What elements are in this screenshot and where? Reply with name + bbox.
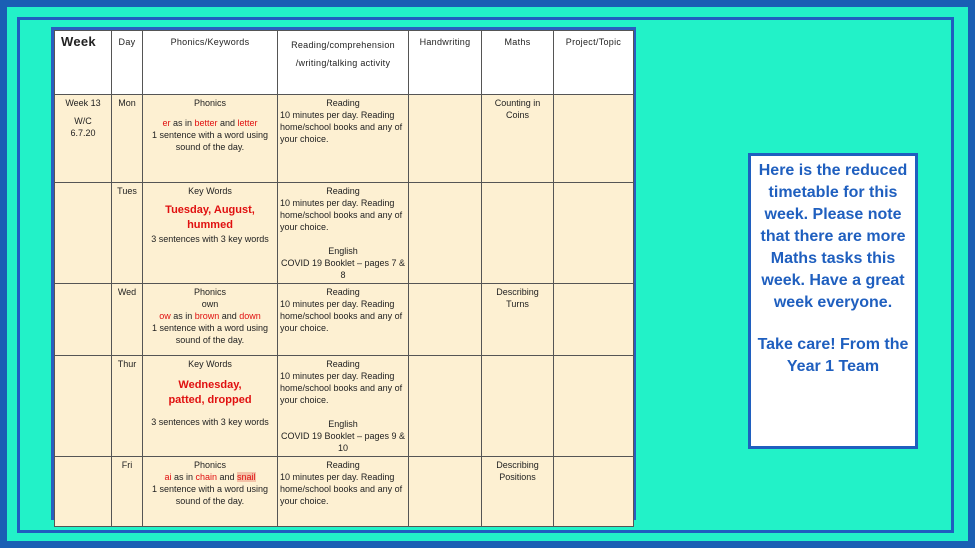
day-cell: Mon — [112, 95, 143, 183]
key-words: Tuesday, August, hummed — [165, 204, 255, 231]
header-project: Project/Topic — [554, 31, 634, 95]
phonics-cell — [143, 284, 278, 356]
table-row — [55, 95, 634, 183]
phonics-cell — [143, 183, 278, 284]
header-maths: Maths — [482, 31, 554, 95]
phonics-sound-line — [145, 471, 275, 483]
phonics-task: 1 sentence with a word using sound of the day. — [151, 323, 269, 345]
and: and — [217, 118, 238, 128]
week-cell — [55, 356, 112, 457]
phonics-cell — [143, 457, 278, 527]
sound: ai — [164, 472, 172, 482]
table-row — [55, 356, 634, 457]
reading-cell — [278, 356, 409, 457]
handwriting-cell — [409, 284, 482, 356]
day-cell: Fri — [112, 457, 143, 527]
maths-cell: Describing Positions — [482, 457, 554, 527]
maths-cell: Counting in Coins — [482, 95, 554, 183]
day-cell: Tues — [112, 183, 143, 284]
reading-title: Reading — [326, 98, 360, 108]
project-cell — [554, 284, 634, 356]
header-row — [55, 31, 634, 95]
project-cell — [554, 95, 634, 183]
maths-cell — [482, 356, 554, 457]
phonics-cell — [143, 95, 278, 183]
timetable — [51, 27, 636, 520]
reading-body: 10 minutes per day. Reading home/school books and any of your choice. — [280, 472, 403, 506]
and: and — [217, 472, 238, 482]
english-body: COVID 19 Booklet – pages 9 & 10 — [280, 431, 406, 453]
header-handwriting: Handwriting — [409, 31, 482, 95]
example-word: snail — [237, 472, 256, 482]
header-phonics: Phonics/Keywords — [143, 31, 278, 95]
phonics-sound-line — [145, 117, 275, 129]
week-date: 6.7.20 — [70, 128, 96, 138]
project-cell — [554, 356, 634, 457]
keywords-title: Key Words — [188, 359, 232, 369]
reading-body: 10 minutes per day. Reading home/school books and any of your choice. — [280, 110, 403, 144]
sound: er — [162, 118, 171, 128]
maths-cell — [482, 183, 554, 284]
reading-cell — [278, 95, 409, 183]
reading-body: 10 minutes per day. Reading home/school books and any of your choice. — [280, 299, 403, 333]
and: and — [219, 311, 240, 321]
as-in: as in — [170, 118, 195, 128]
header-week: Week — [55, 31, 112, 95]
phonics-sound-line — [145, 310, 275, 322]
as-in: as in — [170, 311, 195, 321]
reading-title: Reading — [326, 186, 360, 196]
phonics-task: 1 sentence with a word using sound of the day. — [151, 484, 269, 506]
week-cell — [55, 457, 112, 527]
table-row — [55, 457, 634, 527]
timetable-table — [54, 30, 634, 527]
reading-cell — [278, 457, 409, 527]
header-reading: Reading/comprehension /writing/talking activity — [278, 31, 409, 95]
slide-background — [7, 7, 968, 541]
week-cell — [55, 284, 112, 356]
maths-cell: Describing Turns — [482, 284, 554, 356]
reading-body: 10 minutes per day. Reading home/school books and any of your choice. — [280, 198, 403, 232]
english-title: English — [328, 419, 358, 429]
phonics-title: Phonics — [193, 98, 227, 108]
note-signoff: Take care! From the Year 1 Team — [757, 336, 909, 375]
reading-title: Reading — [326, 359, 360, 369]
reading-cell — [278, 284, 409, 356]
example-word: down — [239, 311, 261, 321]
day-cell: Thur — [112, 356, 143, 457]
phonics-cell — [143, 356, 278, 457]
sound: ow — [159, 311, 171, 321]
keywords-title: Key Words — [188, 186, 232, 196]
header-day: Day — [112, 31, 143, 95]
reading-title: Reading — [326, 460, 360, 470]
english-body: COVID 19 Booklet – pages 7 & 8 — [280, 258, 406, 280]
week-commencing-label: W/C — [74, 116, 92, 126]
phonics-sub: own — [201, 299, 219, 309]
example-word: chain — [195, 472, 217, 482]
reading-cell — [278, 183, 409, 284]
phonics-title: Phonics — [193, 460, 227, 470]
handwriting-cell — [409, 356, 482, 457]
phonics-title: Phonics — [193, 287, 227, 297]
week-number: Week 13 — [65, 98, 101, 108]
handwriting-cell — [409, 95, 482, 183]
keywords-task: 3 sentences with 3 key words — [151, 234, 269, 244]
project-cell — [554, 183, 634, 284]
table-row — [55, 183, 634, 284]
week-cell — [55, 95, 112, 183]
handwriting-cell — [409, 457, 482, 527]
example-word: brown — [194, 311, 220, 321]
example-word: letter — [237, 118, 258, 128]
teacher-note — [748, 153, 918, 449]
as-in: as in — [171, 472, 196, 482]
project-cell — [554, 457, 634, 527]
reading-body: 10 minutes per day. Reading home/school books and any of your choice. — [280, 371, 403, 405]
reading-title: Reading — [326, 287, 360, 297]
week-cell — [55, 183, 112, 284]
handwriting-cell — [409, 183, 482, 284]
phonics-task: 1 sentence with a word using sound of the day. — [151, 130, 269, 152]
note-message: Here is the reduced timetable for this week. Please note that there are more Maths tasks this week. Have a great week everyone. — [758, 162, 908, 311]
day-cell: Wed — [112, 284, 143, 356]
key-words: Wednesday, patted, dropped — [168, 379, 252, 406]
example-word: better — [194, 118, 218, 128]
english-title: English — [328, 246, 358, 256]
keywords-task: 3 sentences with 3 key words — [151, 417, 269, 427]
table-row — [55, 284, 634, 356]
